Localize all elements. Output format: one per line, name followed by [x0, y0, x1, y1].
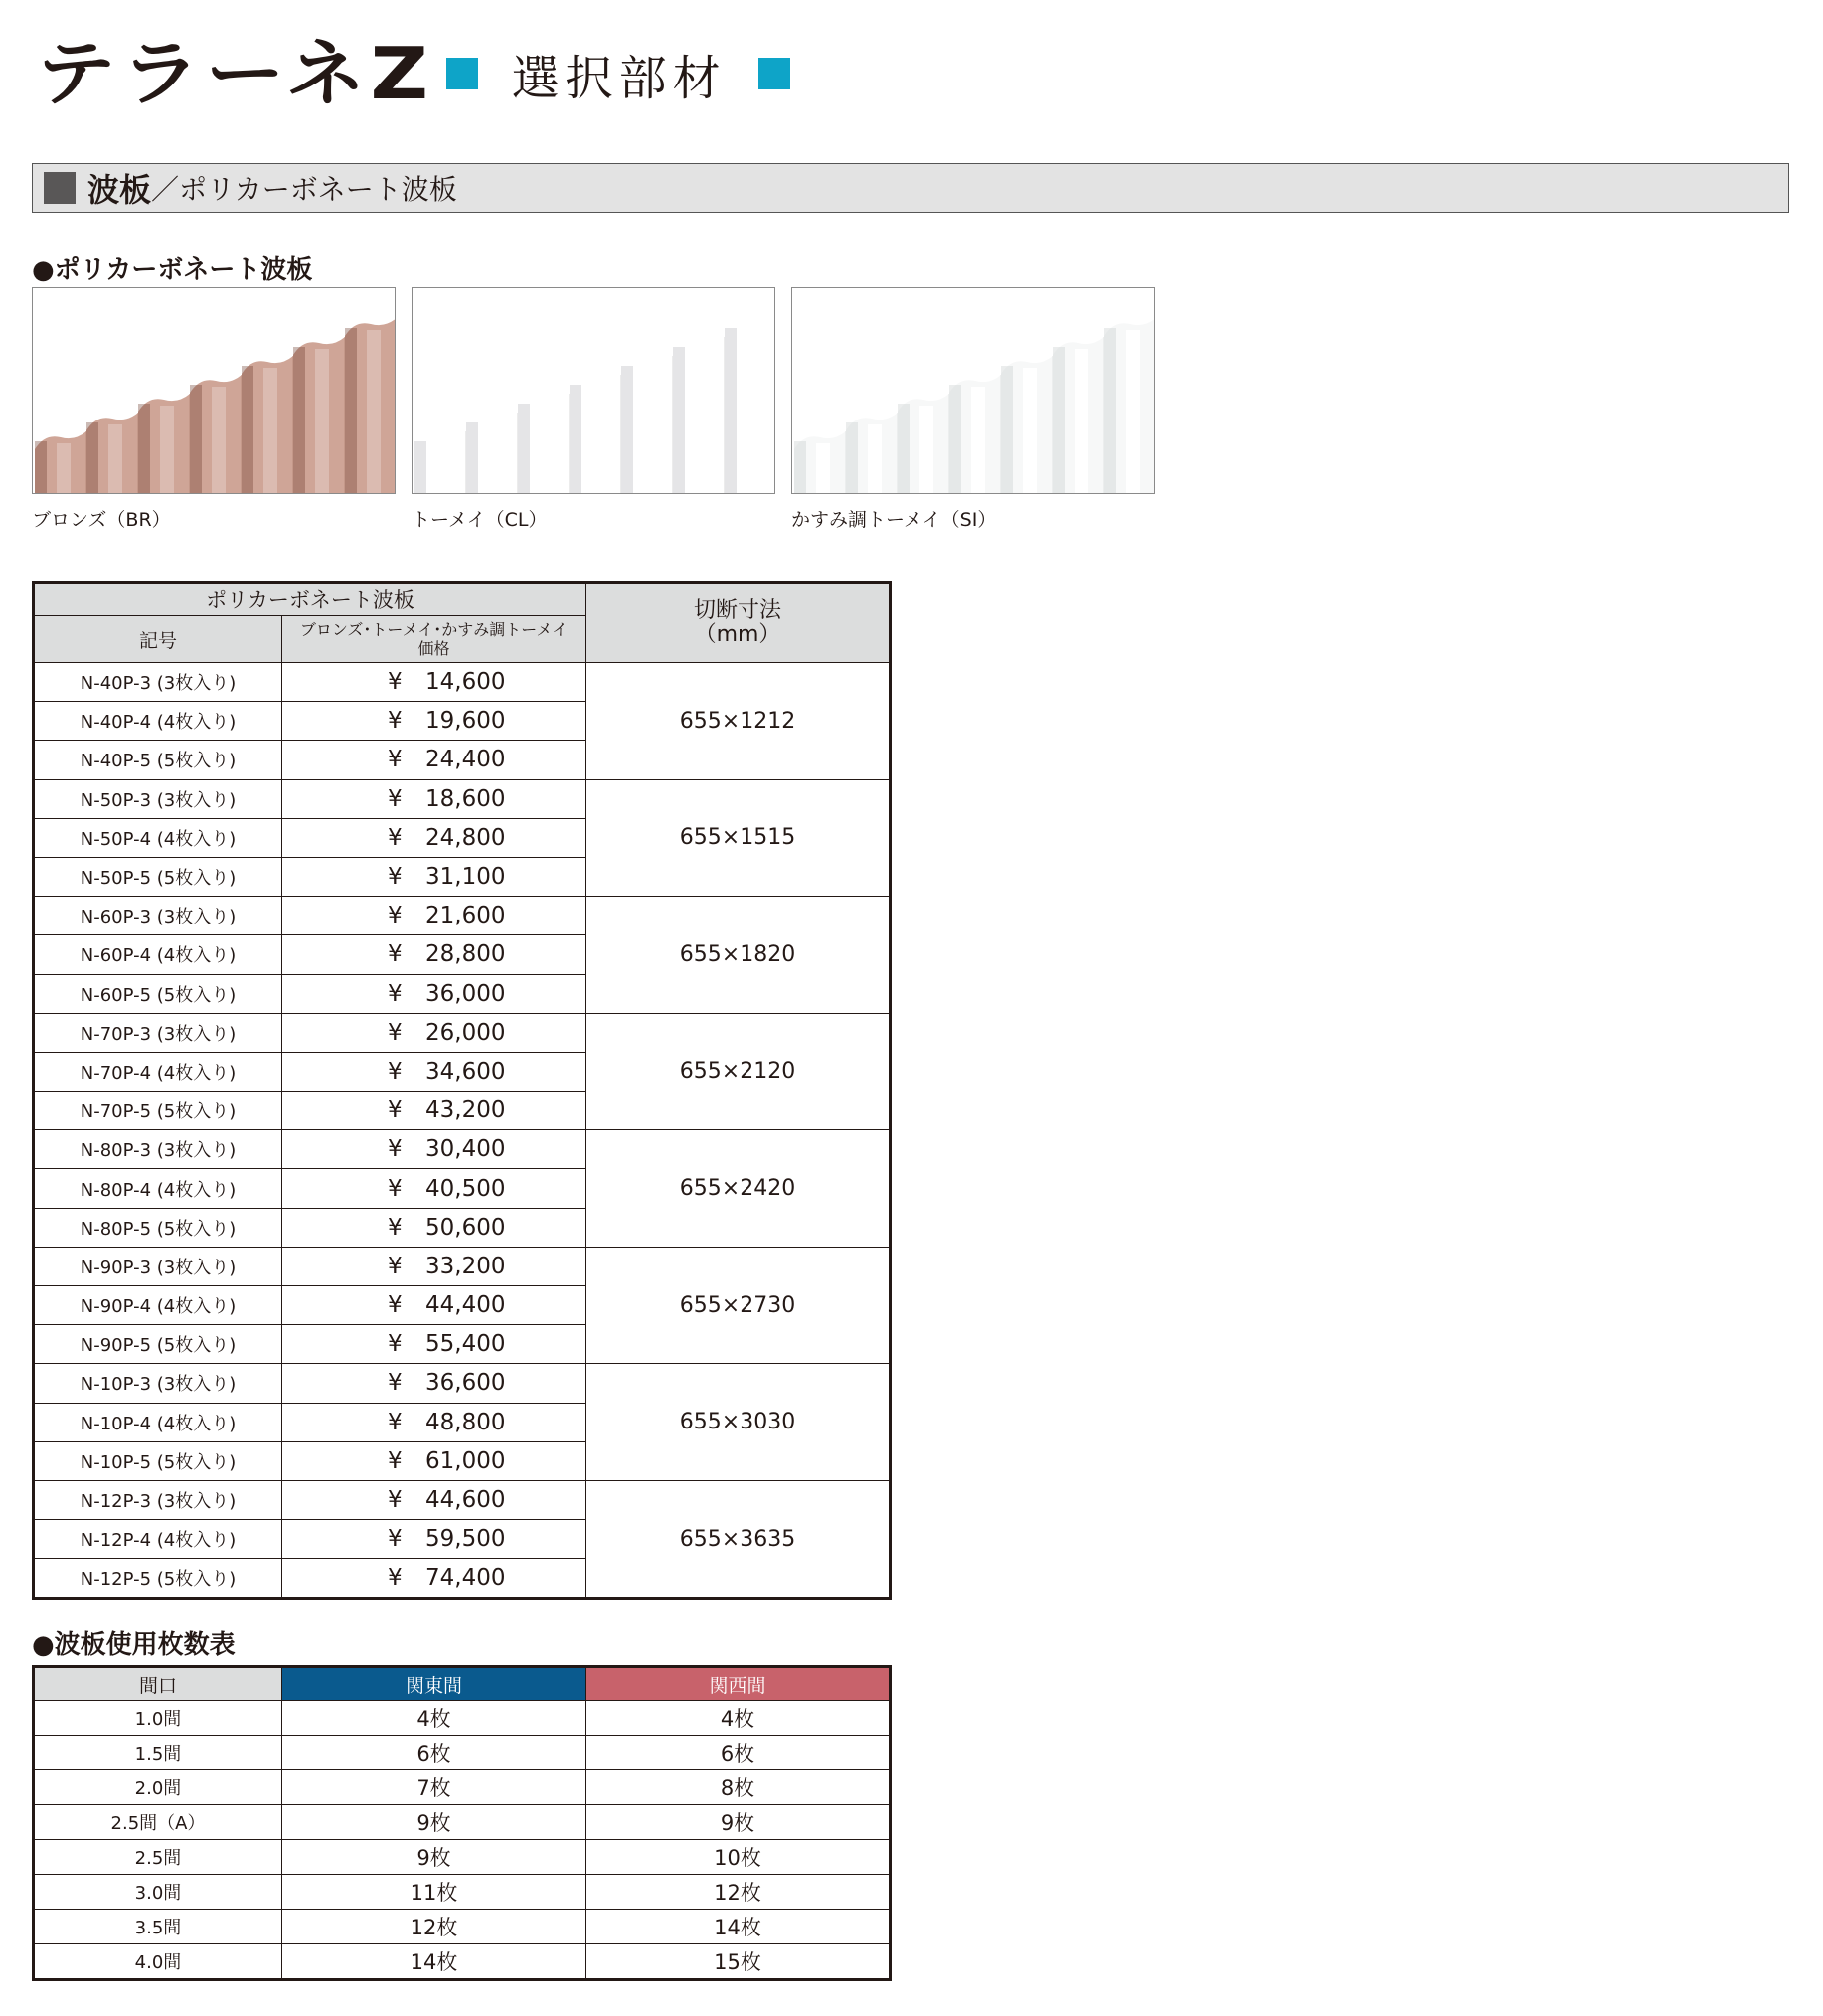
cut-size-header-label: 切断寸法	[693, 597, 781, 623]
kansai-count-cell: 4枚	[586, 1701, 891, 1736]
price-cell	[282, 857, 586, 896]
price-cell	[282, 1286, 586, 1325]
square-marker-icon	[446, 58, 478, 89]
price-value: 50,600	[425, 1214, 506, 1241]
sheet-rib-highlight	[695, 349, 709, 493]
sheet-rib-shade	[86, 422, 98, 493]
table-row	[34, 1910, 891, 1944]
price-cell	[282, 1052, 586, 1091]
yen-symbol: ¥	[388, 1565, 403, 1592]
price-cell	[282, 897, 586, 935]
yen-symbol: ¥	[388, 1136, 403, 1163]
swatch-bronze	[32, 287, 396, 494]
table-row	[34, 1130, 891, 1169]
price-value: 31,100	[425, 864, 506, 891]
sheet-rib-highlight	[488, 424, 502, 493]
sheet-rib-highlight	[108, 424, 122, 493]
sheet-rib-shade	[466, 422, 478, 493]
table-row	[34, 1736, 891, 1770]
swatch-frosted	[791, 287, 1155, 494]
price-cell	[282, 974, 586, 1013]
kanto-count-cell: 11枚	[282, 1875, 586, 1910]
price-cell	[282, 663, 586, 702]
table-row	[34, 1013, 891, 1052]
span-cell: 4.0間	[34, 1944, 282, 1980]
span-cell: 2.5間（A）	[34, 1805, 282, 1840]
price-cell	[282, 1130, 586, 1169]
cut-size-header	[586, 583, 891, 663]
kanto-count-cell: 9枚	[282, 1840, 586, 1875]
sheet-rib-highlight	[540, 406, 554, 493]
cut-size-cell: 655×3030	[586, 1364, 891, 1481]
yen-symbol: ¥	[388, 980, 403, 1007]
price-cell	[282, 1208, 586, 1247]
price-value: 59,500	[425, 1526, 506, 1553]
table-row	[34, 779, 891, 818]
sheet-rib-shade	[190, 385, 202, 493]
sheet-rib-shade	[1001, 366, 1013, 493]
price-cell	[282, 1013, 586, 1052]
table-row	[34, 1840, 891, 1875]
kanto-count-cell: 9枚	[282, 1805, 586, 1840]
swatch-label-clear: トーメイ（CL）	[412, 509, 548, 531]
yen-symbol: ¥	[388, 785, 403, 812]
table-row	[34, 1770, 891, 1805]
yen-symbol: ¥	[388, 747, 403, 773]
yen-symbol: ¥	[388, 1331, 403, 1358]
product-code: N-50P-4 (4枚入り)	[34, 818, 282, 857]
price-cell	[282, 702, 586, 741]
table-row	[34, 897, 891, 935]
table-row	[34, 1701, 891, 1736]
product-code: N-40P-3 (3枚入り)	[34, 663, 282, 702]
section-title-main: 波板	[87, 171, 152, 209]
price-value: 48,800	[425, 1409, 506, 1435]
table-row	[34, 1944, 891, 1980]
sheet-rib-highlight	[263, 368, 277, 493]
price-value: 21,600	[425, 903, 506, 929]
price-value: 30,400	[425, 1136, 506, 1163]
usage-header-kansai: 関西間	[586, 1667, 891, 1701]
yen-symbol: ¥	[388, 708, 403, 735]
kansai-count-cell: 12枚	[586, 1875, 891, 1910]
price-cell	[282, 1092, 586, 1130]
sheet-rib-shade	[949, 385, 961, 493]
product-code: N-10P-3 (3枚入り)	[34, 1364, 282, 1403]
sheet-rib-highlight	[816, 443, 830, 493]
yen-symbol: ¥	[388, 1019, 403, 1046]
cut-size-cell: 655×2420	[586, 1130, 891, 1248]
yen-symbol: ¥	[388, 1292, 403, 1319]
swatch-heading: ●ポリカーボネート波板	[32, 255, 313, 285]
kansai-count-cell: 8枚	[586, 1770, 891, 1805]
product-code: N-50P-3 (3枚入り)	[34, 779, 282, 818]
span-cell: 1.0間	[34, 1701, 282, 1736]
span-cell: 2.0間	[34, 1770, 282, 1805]
product-code: N-90P-3 (3枚入り)	[34, 1247, 282, 1285]
page-header	[36, 34, 790, 113]
yen-symbol: ¥	[388, 1447, 403, 1474]
sheet-rib-shade	[1104, 328, 1116, 493]
price-cell	[282, 818, 586, 857]
product-code: N-70P-3 (3枚入り)	[34, 1013, 282, 1052]
sheet-rib-highlight	[591, 387, 605, 493]
price-value: 44,400	[425, 1292, 506, 1319]
product-code: N-80P-4 (4枚入り)	[34, 1169, 282, 1208]
yen-symbol: ¥	[388, 864, 403, 891]
sheet-rib-highlight	[971, 387, 985, 493]
span-cell: 3.0間	[34, 1875, 282, 1910]
sheet-rib-highlight	[436, 443, 450, 493]
product-code: N-12P-4 (4枚入り)	[34, 1520, 282, 1559]
square-marker-icon	[758, 58, 790, 89]
price-header-label: 価格	[417, 639, 450, 658]
price-value: 55,400	[425, 1331, 506, 1358]
price-cell	[282, 1441, 586, 1480]
product-code: N-50P-5 (5枚入り)	[34, 857, 282, 896]
table-row	[34, 663, 891, 702]
price-value: 33,200	[425, 1253, 506, 1279]
sheet-rib-shade	[138, 404, 150, 493]
price-cell	[282, 1247, 586, 1285]
yen-symbol: ¥	[388, 824, 403, 851]
price-cell	[282, 1480, 586, 1519]
sheet-rib-highlight	[212, 387, 226, 493]
price-cell	[282, 1169, 586, 1208]
sheet-rib-shade	[725, 328, 737, 493]
kansai-count-cell: 10枚	[586, 1840, 891, 1875]
sheet-rib-shade	[35, 441, 47, 493]
kanto-count-cell: 6枚	[282, 1736, 586, 1770]
sheet-rib-highlight	[57, 443, 71, 493]
section-marker-icon	[44, 172, 76, 204]
sheet-rib-shade	[1053, 347, 1065, 493]
price-value: 74,400	[425, 1565, 506, 1592]
product-code: N-70P-5 (5枚入り)	[34, 1092, 282, 1130]
sheet-rib-shade	[345, 328, 357, 493]
product-code: N-70P-4 (4枚入り)	[34, 1052, 282, 1091]
price-value: 28,800	[425, 941, 506, 968]
table-row	[34, 1247, 891, 1285]
sheet-rib-highlight	[746, 330, 760, 493]
yen-symbol: ¥	[388, 1487, 403, 1514]
yen-symbol: ¥	[388, 1097, 403, 1124]
price-value: 61,000	[425, 1447, 506, 1474]
price-value: 44,600	[425, 1487, 506, 1514]
usage-header-span: 間口	[34, 1667, 282, 1701]
product-code: N-80P-3 (3枚入り)	[34, 1130, 282, 1169]
price-value: 24,400	[425, 747, 506, 773]
product-code: N-12P-3 (3枚入り)	[34, 1480, 282, 1519]
price-value: 36,000	[425, 980, 506, 1007]
sheet-rib-highlight	[643, 368, 657, 493]
sheet-rib-highlight	[868, 424, 882, 493]
swatch-label-frosted: かすみ調トーメイ（SI）	[791, 509, 997, 531]
price-cell	[282, 935, 586, 974]
price-cell	[282, 1325, 586, 1364]
price-value: 24,800	[425, 824, 506, 851]
swatch-label-bronze: ブロンズ（BR）	[32, 509, 171, 531]
product-code: N-60P-3 (3枚入り)	[34, 897, 282, 935]
price-value: 19,600	[425, 708, 506, 735]
table-row	[34, 1875, 891, 1910]
usage-header-kanto: 関東間	[282, 1667, 586, 1701]
sheet-rib-shade	[293, 347, 305, 493]
yen-symbol: ¥	[388, 1058, 403, 1085]
cut-size-cell: 655×1820	[586, 897, 891, 1014]
section-title-rest: ／ポリカーボネート波板	[151, 173, 457, 206]
price-header-colors: ブロンズ･トーメイ･かすみ調トーメイ	[299, 620, 569, 639]
kansai-count-cell: 15枚	[586, 1944, 891, 1980]
page-subtitle: 選択部材	[511, 50, 727, 106]
sheet-rib-highlight	[1075, 349, 1088, 493]
kansai-count-cell: 14枚	[586, 1910, 891, 1944]
product-code: N-10P-4 (4枚入り)	[34, 1403, 282, 1441]
kanto-count-cell: 4枚	[282, 1701, 586, 1736]
price-value: 26,000	[425, 1019, 506, 1046]
code-header: 記号	[34, 616, 282, 663]
sheet-rib-shade	[518, 404, 530, 493]
yen-symbol: ¥	[388, 669, 403, 696]
yen-symbol: ¥	[388, 1370, 403, 1397]
product-code: N-90P-5 (5枚入り)	[34, 1325, 282, 1364]
sheet-rib-shade	[846, 422, 858, 493]
price-value: 18,600	[425, 785, 506, 812]
price-cell	[282, 1559, 586, 1598]
kanto-count-cell: 7枚	[282, 1770, 586, 1805]
cut-size-header-unit: （mm）	[694, 621, 781, 647]
product-code: N-10P-5 (5枚入り)	[34, 1441, 282, 1480]
price-value: 34,600	[425, 1058, 506, 1085]
price-table	[32, 581, 892, 1600]
span-cell: 2.5間	[34, 1840, 282, 1875]
yen-symbol: ¥	[388, 1253, 403, 1279]
table-row	[34, 1480, 891, 1519]
table-row	[34, 1805, 891, 1840]
price-header	[282, 616, 586, 663]
price-table-group-header: ポリカーボネート波板	[34, 583, 586, 616]
swatch-clear	[412, 287, 775, 494]
price-value: 40,500	[425, 1175, 506, 1202]
sheet-rib-highlight	[1126, 330, 1140, 493]
brand-title: テラーネZ	[36, 32, 433, 115]
sheet-rib-shade	[242, 366, 253, 493]
sheet-rib-shade	[794, 441, 806, 493]
product-code: N-60P-5 (5枚入り)	[34, 974, 282, 1013]
price-cell	[282, 1364, 586, 1403]
price-cell	[282, 779, 586, 818]
sheet-rib-highlight	[1023, 368, 1037, 493]
product-code: N-90P-4 (4枚入り)	[34, 1286, 282, 1325]
product-code: N-80P-5 (5枚入り)	[34, 1208, 282, 1247]
price-value: 14,600	[425, 669, 506, 696]
sheet-rib-highlight	[919, 406, 933, 493]
sheet-rib-shade	[673, 347, 685, 493]
sheet-rib-shade	[570, 385, 581, 493]
price-cell	[282, 1403, 586, 1441]
price-cell	[282, 741, 586, 779]
cut-size-cell: 655×1515	[586, 779, 891, 897]
yen-symbol: ¥	[388, 1214, 403, 1241]
usage-table	[32, 1665, 892, 1981]
kanto-count-cell: 14枚	[282, 1944, 586, 1980]
kansai-count-cell: 9枚	[586, 1805, 891, 1840]
span-cell: 1.5間	[34, 1736, 282, 1770]
price-value: 36,600	[425, 1370, 506, 1397]
yen-symbol: ¥	[388, 1526, 403, 1553]
sheet-rib-shade	[898, 404, 910, 493]
yen-symbol: ¥	[388, 1175, 403, 1202]
sheet-rib-highlight	[315, 349, 329, 493]
yen-symbol: ¥	[388, 941, 403, 968]
cut-size-cell: 655×1212	[586, 663, 891, 780]
table-row	[34, 1364, 891, 1403]
usage-heading: ●波板使用枚数表	[32, 1630, 236, 1660]
sheet-rib-highlight	[367, 330, 381, 493]
span-cell: 3.5間	[34, 1910, 282, 1944]
product-code: N-40P-4 (4枚入り)	[34, 702, 282, 741]
kanto-count-cell: 12枚	[282, 1910, 586, 1944]
sheet-rib-highlight	[160, 406, 174, 493]
product-code: N-12P-5 (5枚入り)	[34, 1559, 282, 1598]
cut-size-cell: 655×2730	[586, 1247, 891, 1364]
section-title-bar	[32, 163, 1789, 213]
kansai-count-cell: 6枚	[586, 1736, 891, 1770]
price-value: 43,200	[425, 1097, 506, 1124]
yen-symbol: ¥	[388, 1409, 403, 1435]
product-code: N-40P-5 (5枚入り)	[34, 741, 282, 779]
price-cell	[282, 1520, 586, 1559]
product-code: N-60P-4 (4枚入り)	[34, 935, 282, 974]
sheet-rib-shade	[621, 366, 633, 493]
cut-size-cell: 655×2120	[586, 1013, 891, 1130]
yen-symbol: ¥	[388, 903, 403, 929]
sheet-rib-shade	[414, 441, 426, 493]
cut-size-cell: 655×3635	[586, 1480, 891, 1598]
